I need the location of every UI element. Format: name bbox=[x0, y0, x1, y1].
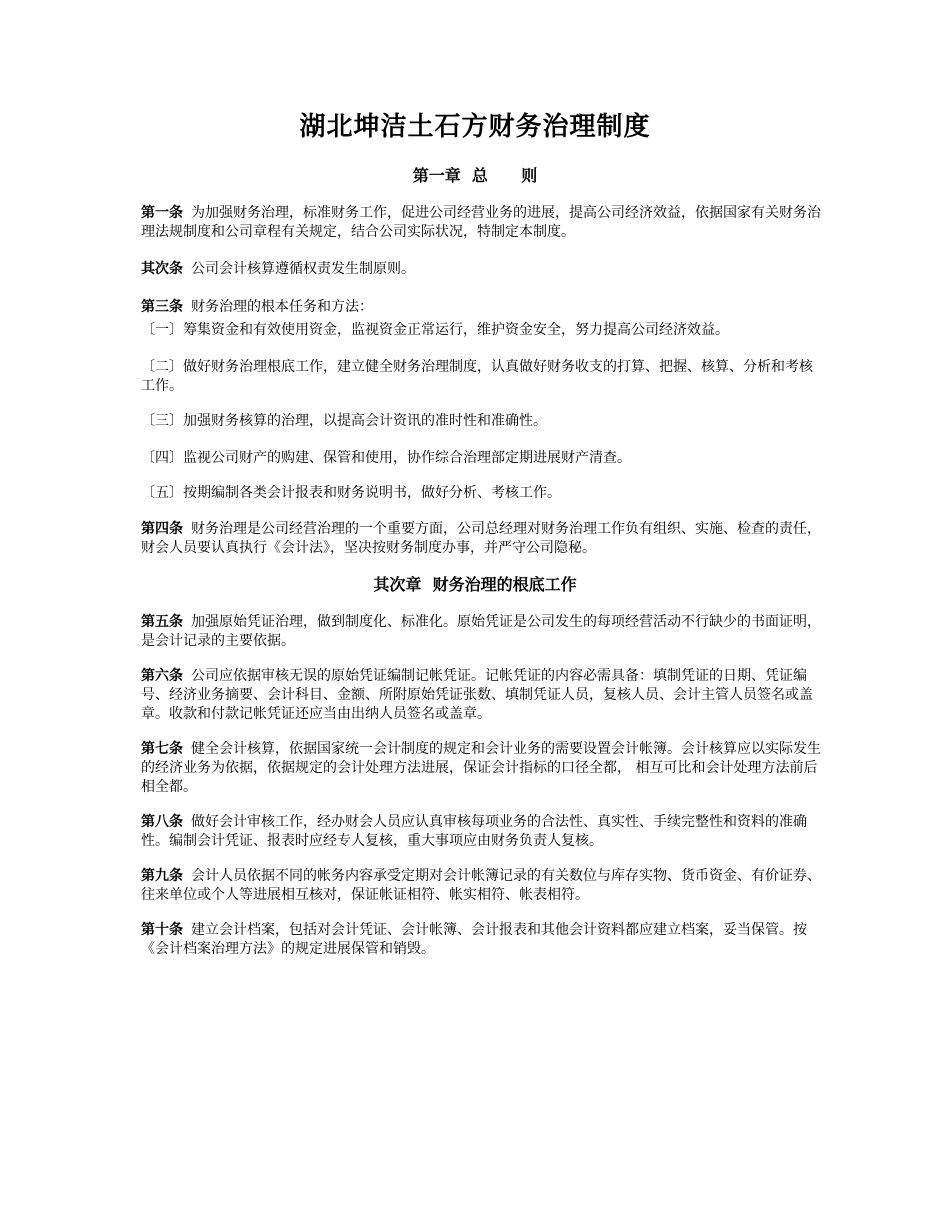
article-label: 第一条 bbox=[141, 205, 183, 221]
article-10 bbox=[141, 921, 821, 959]
article-label: 第五条 bbox=[141, 614, 183, 630]
article-label: 其次条 bbox=[141, 261, 183, 277]
article-label: 第八条 bbox=[141, 814, 183, 830]
article-3-item-1: 〔一〕筹集资金和有效使用资金，监视资金正常运行，维护资金安全，努力提高公司经济效益。 bbox=[141, 322, 729, 338]
article-3-item-3: 〔三〕加强财务核算的治理，以提高会计资讯的准时性和准确性。 bbox=[141, 413, 547, 429]
chapter-1-heading: 第一章 总 则 bbox=[412, 166, 538, 185]
article-label: 第四条 bbox=[141, 521, 183, 537]
chapter-2-heading: 其次章 财务治理的根底工作 bbox=[373, 575, 577, 594]
article-7 bbox=[141, 740, 821, 797]
article-text: 建立会计档案，包括对会计凭证、会计帐簿、会计报表和其他会计资料都应建立档案，妥当保管。按《会计档案治理方法》的规定进展保管和销毁。 bbox=[141, 922, 807, 957]
article-label: 第七条 bbox=[141, 741, 183, 757]
article-label: 第九条 bbox=[141, 868, 183, 884]
article-5 bbox=[141, 613, 821, 651]
article-label: 第十条 bbox=[141, 922, 183, 938]
article-text: 财务治理是公司经营治理的一个重要方面，公司总经理对财务治理工作负有组织、实施、检查的责任，财会人员要认真执行《会计法》，坚决按财务制度办事，并严守公司隐秘。 bbox=[141, 521, 821, 556]
article-3-item-4: 〔四〕监视公司财产的购建、保管和使用，协作综合治理部定期进展财产清查。 bbox=[141, 450, 631, 466]
article-text: 公司应依据审核无误的原始凭证编制记帐凭证。记帐凭证的内容必需具备：填制凭证的日期、凭证编号、经济业务摘要、会计科目、金额、所附原始凭证张数、填制凭证人员，复核人员、会计主管人员签名或盖章。收款和付款记帐凭证还应当由出纳人员签名或盖章。 bbox=[141, 668, 813, 722]
article-text: 公司会计核算遵循权责发生制原则。 bbox=[191, 261, 415, 277]
article-text: 加强原始凭证治理，做到制度化、标准化。原始凭证是公司发生的每项经营活动不行缺少的书面证明，是会计记录的主要依据。 bbox=[141, 614, 821, 649]
article-text: 会计人员依据不同的帐务内容承受定期对会计帐簿记录的有关数位与库存实物、货币资金、有价证券、往来单位或个人等进展相互核对，保证帐证相符、帐实相符、帐表相符。 bbox=[141, 868, 821, 903]
document-title: 湖北坤洁土石方财务治理制度 bbox=[299, 112, 651, 142]
article-9 bbox=[141, 867, 821, 905]
article-label: 第三条 bbox=[141, 299, 183, 315]
article-label: 第六条 bbox=[141, 668, 183, 684]
article-3-item-2: 〔二〕做好财务治理根底工作，建立健全财务治理制度，认真做好财务收支的打算、把握、核算、分析和考核工作。 bbox=[141, 359, 813, 394]
article-2 bbox=[141, 260, 821, 279]
article-4 bbox=[141, 520, 821, 558]
article-1 bbox=[141, 204, 821, 242]
article-text: 做好会计审核工作，经办财会人员应认真审核每项业务的合法性、真实性、手续完整性和资料的准确性。编制会计凭证、报表时应经专人复核，重大事项应由财务负责人复核。 bbox=[141, 814, 807, 849]
article-6 bbox=[141, 667, 821, 724]
article-text: 健全会计核算，依据国家统一会计制度的规定和会计业务的需要设置会计帐簿。会计核算应以实际发生的经济业务为依据，依据规定的会计处理方法进展，保证会计指标的口径全都， 相互可比和会计处理方法前后相全都。 bbox=[141, 741, 821, 795]
article-3-item-5: 〔五〕按期编制各类会计报表和财务说明书，做好分析、考核工作。 bbox=[141, 485, 561, 501]
article-3 bbox=[141, 298, 821, 317]
article-text: 为加强财务治理，标准财务工作，促进公司经营业务的进展，提高公司经济效益，依据国家有关财务治理法规制度和公司章程有关规定，结合公司实际状况，特制定本制度。 bbox=[141, 205, 821, 240]
article-text: 财务治理的根本任务和方法： bbox=[191, 299, 373, 315]
article-8 bbox=[141, 813, 821, 851]
